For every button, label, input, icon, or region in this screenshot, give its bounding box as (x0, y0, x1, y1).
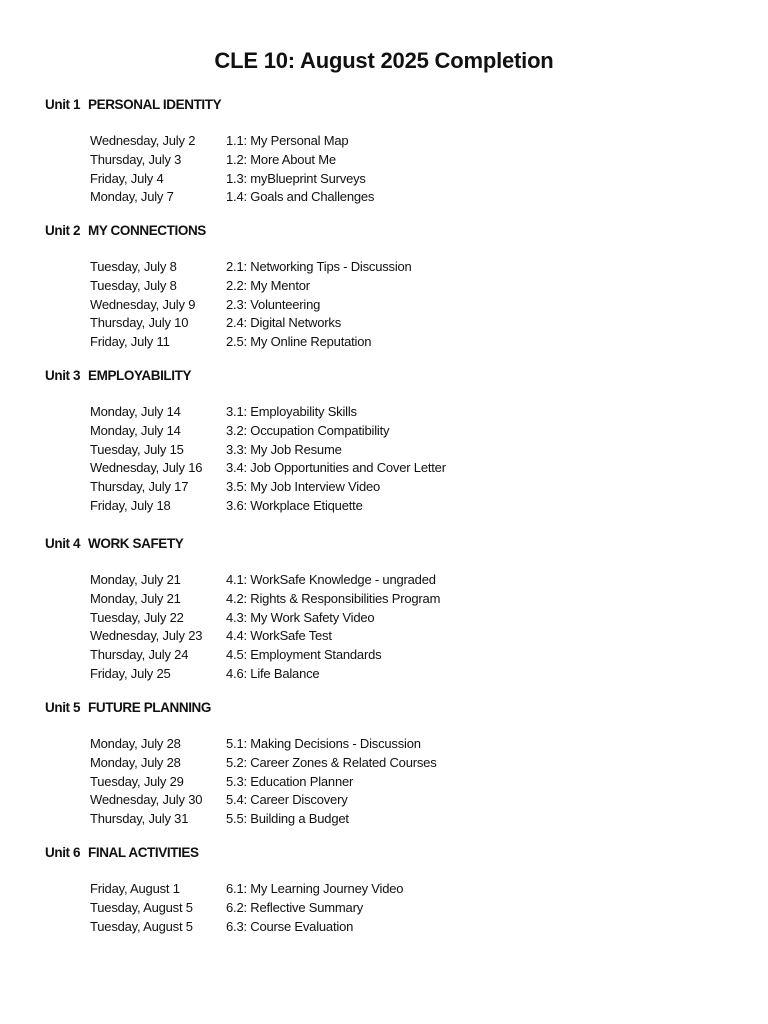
due-date: Thursday, July 31 (90, 811, 189, 827)
assignment-title: 2.2: My Mentor (226, 277, 310, 293)
due-date: Tuesday, August 5 (90, 899, 193, 915)
assignment-title: 1.1: My Personal Map (226, 133, 349, 148)
unit-heading (45, 368, 745, 388)
due-date: Tuesday, July 29 (90, 773, 184, 789)
assignment-title: 4.3: My Work Safety Video (226, 609, 375, 625)
schedule-row (90, 296, 745, 315)
assignment-title: 3.5: My Job Interview Video (226, 479, 381, 495)
unit-section (45, 845, 745, 936)
schedule-list (90, 735, 745, 829)
unit-section (45, 700, 745, 829)
schedule-row (90, 791, 745, 810)
schedule-row (90, 258, 745, 277)
assignment-title: 2.4: Digital Networks (226, 315, 342, 331)
schedule-list (90, 403, 745, 516)
due-date: Monday, July 28 (90, 736, 181, 751)
due-date: Wednesday, July 23 (90, 628, 203, 644)
due-date: Monday, July 14 (90, 404, 181, 419)
schedule-row (90, 571, 745, 590)
unit-heading (45, 845, 745, 865)
assignment-title: 3.4: Job Opportunities and Cover Letter (226, 460, 446, 476)
due-date: Tuesday, July 15 (90, 441, 184, 457)
schedule-row (90, 880, 745, 899)
schedule-list (90, 571, 745, 684)
unit-name: EMPLOYABILITY (88, 368, 192, 383)
schedule-row (90, 478, 745, 497)
assignment-title: 6.2: Reflective Summary (226, 899, 364, 915)
due-date: Thursday, July 24 (90, 647, 189, 663)
schedule-row (90, 918, 745, 937)
assignment-title: 3.6: Workplace Etiquette (226, 497, 363, 513)
schedule-row (90, 333, 745, 352)
due-date: Wednesday, July 16 (90, 460, 203, 476)
schedule-row (90, 441, 745, 460)
unit-section (45, 97, 745, 207)
schedule-row (90, 773, 745, 792)
assignment-title: 3.1: Employability Skills (226, 404, 357, 419)
unit-number: Unit 6 (45, 845, 81, 860)
schedule-row (90, 403, 745, 422)
due-date: Monday, July 7 (90, 189, 174, 205)
unit-number: Unit 3 (45, 368, 81, 383)
unit-section (45, 536, 745, 684)
schedule-row (90, 277, 745, 296)
assignment-title: 2.5: My Online Reputation (226, 334, 372, 350)
assignment-title: 4.2: Rights & Responsibilities Program (226, 590, 441, 606)
assignment-title: 5.3: Education Planner (226, 773, 354, 789)
assignment-title: 4.6: Life Balance (226, 665, 320, 681)
assignment-title: 1.3: myBlueprint Surveys (226, 170, 366, 186)
due-date: Friday, July 11 (90, 334, 170, 350)
schedule-row (90, 899, 745, 918)
due-date: Monday, July 14 (90, 422, 181, 438)
schedule-row (90, 627, 745, 646)
schedule-row (90, 459, 745, 478)
schedule-row (90, 151, 745, 170)
assignment-title: 4.1: WorkSafe Knowledge - ungraded (226, 572, 436, 587)
due-date: Monday, July 28 (90, 754, 181, 770)
schedule-row (90, 170, 745, 189)
due-date: Tuesday, August 5 (90, 918, 193, 934)
page-title: CLE 10: August 2025 Completion (214, 48, 554, 73)
due-date: Wednesday, July 9 (90, 296, 196, 312)
assignment-title: 5.2: Career Zones & Related Courses (226, 754, 437, 770)
assignment-title: 1.2: More About Me (226, 151, 336, 167)
due-date: Tuesday, July 8 (90, 259, 177, 274)
schedule-row (90, 646, 745, 665)
due-date: Thursday, July 10 (90, 315, 189, 331)
assignment-title: 2.3: Volunteering (226, 296, 321, 312)
assignment-title: 3.2: Occupation Compatibility (226, 422, 390, 438)
schedule-list (90, 132, 745, 207)
due-date: Thursday, July 17 (90, 479, 189, 495)
schedule-row (90, 314, 745, 333)
schedule-row (90, 754, 745, 773)
assignment-title: 2.1: Networking Tips - Discussion (226, 259, 412, 274)
unit-number: Unit 2 (45, 223, 81, 238)
unit-heading (45, 536, 745, 556)
assignment-title: 4.5: Employment Standards (226, 647, 382, 663)
unit-name: WORK SAFETY (88, 536, 184, 551)
assignment-title: 4.4: WorkSafe Test (226, 628, 332, 644)
assignment-title: 5.1: Making Decisions - Discussion (226, 736, 421, 751)
unit-number: Unit 1 (45, 97, 81, 112)
assignment-title: 5.5: Building a Budget (226, 811, 349, 827)
schedule-row (90, 497, 745, 516)
due-date: Tuesday, July 8 (90, 277, 177, 293)
schedule-row (90, 665, 745, 684)
assignment-title: 1.4: Goals and Challenges (226, 189, 375, 205)
schedule-row (90, 735, 745, 754)
due-date: Monday, July 21 (90, 572, 181, 587)
unit-name: FINAL ACTIVITIES (88, 845, 199, 860)
unit-section (45, 368, 745, 516)
unit-number: Unit 5 (45, 700, 81, 715)
unit-heading (45, 700, 745, 720)
assignment-title: 6.3: Course Evaluation (226, 918, 354, 934)
due-date: Tuesday, July 22 (90, 609, 184, 625)
due-date: Friday, July 18 (90, 497, 171, 513)
schedule-row (90, 810, 745, 829)
unit-section (45, 223, 745, 352)
due-date: Friday, July 25 (90, 665, 171, 681)
assignment-title: 6.1: My Learning Journey Video (226, 881, 404, 896)
schedule-row (90, 609, 745, 628)
due-date: Wednesday, July 2 (90, 133, 196, 148)
unit-name: FUTURE PLANNING (88, 700, 211, 715)
schedule-list (90, 880, 745, 936)
schedule-row (90, 590, 745, 609)
unit-name: PERSONAL IDENTITY (88, 97, 222, 112)
schedule-row (90, 422, 745, 441)
due-date: Thursday, July 3 (90, 151, 182, 167)
due-date: Friday, July 4 (90, 170, 164, 186)
schedule-list (90, 258, 745, 352)
unit-name: MY CONNECTIONS (88, 223, 206, 238)
unit-heading (45, 223, 745, 243)
schedule-row (90, 188, 745, 207)
assignment-title: 3.3: My Job Resume (226, 441, 342, 457)
assignment-title: 5.4: Career Discovery (226, 792, 348, 808)
due-date: Monday, July 21 (90, 590, 181, 606)
due-date: Friday, August 1 (90, 881, 180, 896)
schedule-row (90, 132, 745, 151)
due-date: Wednesday, July 30 (90, 792, 203, 808)
unit-heading (45, 97, 745, 117)
unit-number: Unit 4 (45, 536, 81, 551)
